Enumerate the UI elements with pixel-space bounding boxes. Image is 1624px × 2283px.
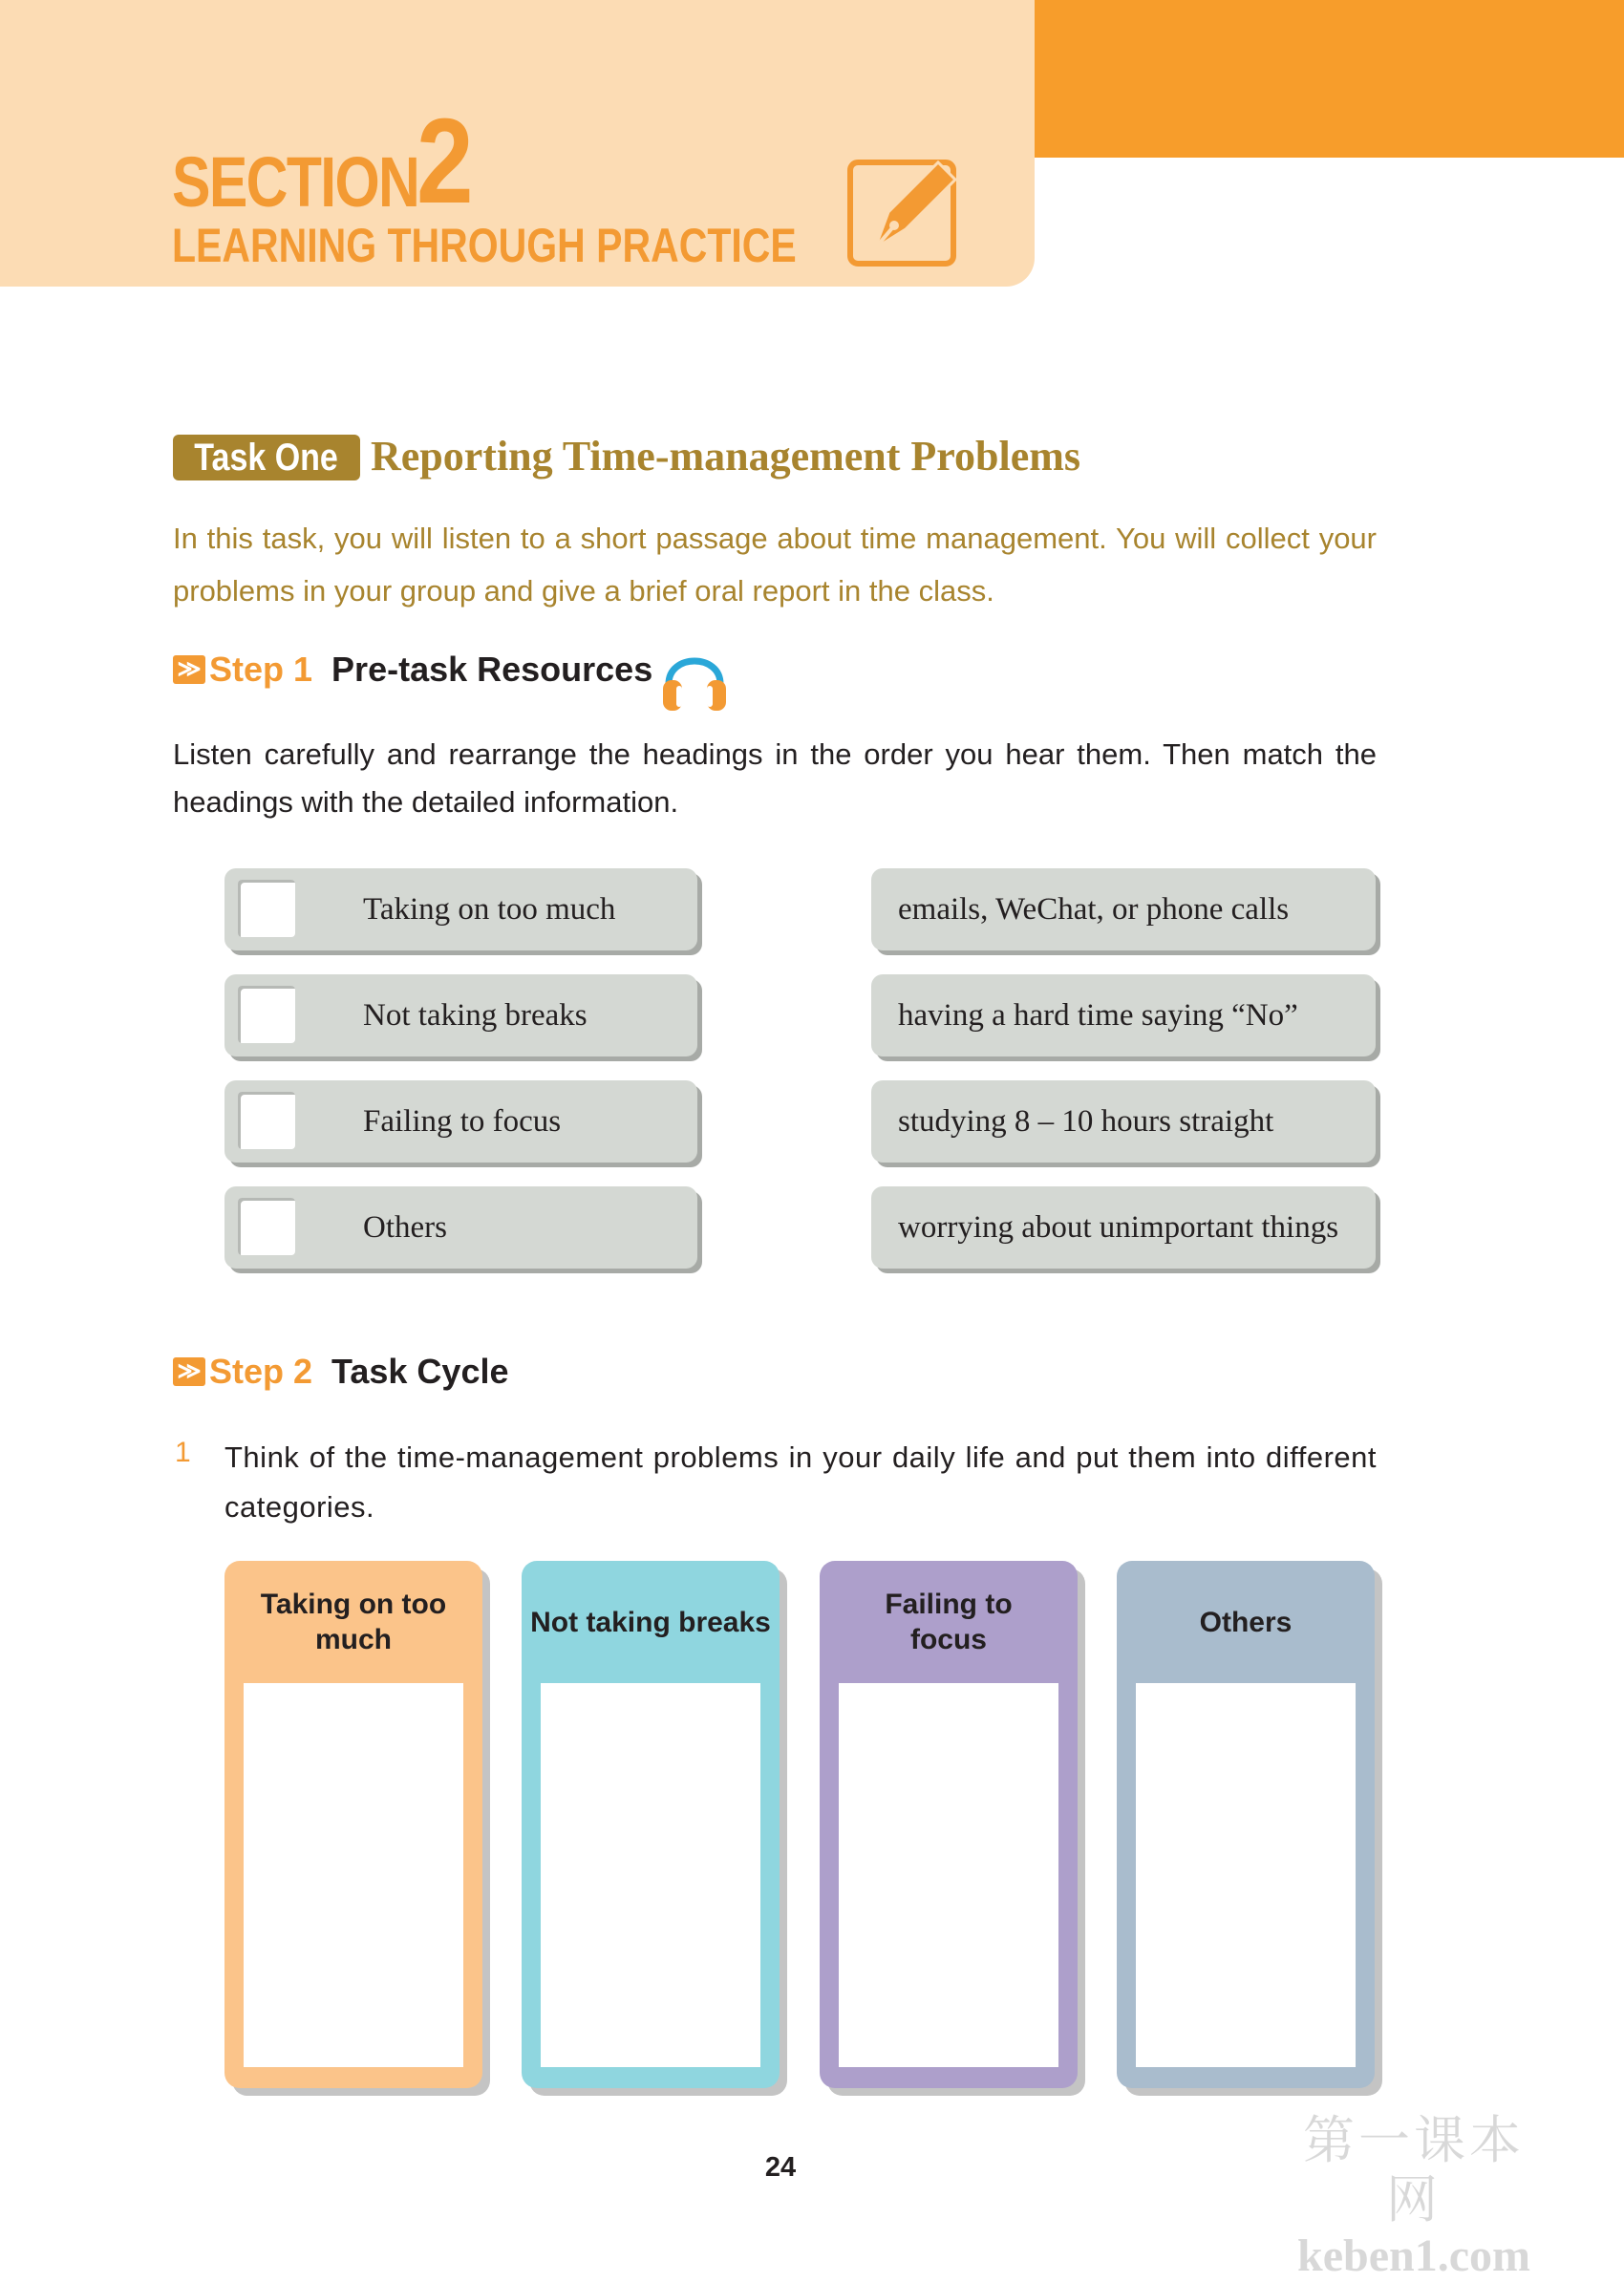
headphones-icon[interactable] [659,642,730,713]
step-name: Pre-task Resources [331,650,653,689]
list-item-number: 1 [175,1437,191,1468]
detail-label: emails, WeChat, or phone calls [898,892,1290,927]
header-accent-block [1035,0,1624,158]
order-checkbox[interactable] [238,1092,295,1149]
heading-label: Taking on too much [363,892,616,927]
category-column [820,1561,1078,2088]
step-2-heading [173,1352,509,1392]
heading-card [224,1080,697,1163]
category-writing-area[interactable] [244,1683,463,2067]
heading-label: Not taking breaks [363,998,588,1033]
section-title: LEARNING THROUGH PRACTICE [172,219,797,272]
heading-card [224,974,697,1056]
step-1-instruction: Listen carefully and rearrange the headings in the order you hear them. Then match the headings with the detailed information. [173,737,1377,819]
double-chevron-icon: ≫ [173,655,205,684]
order-checkbox[interactable] [238,986,295,1043]
heading-card [224,1186,697,1269]
category-writing-area[interactable] [839,1683,1058,2067]
category-title: Others [1199,1606,1293,1638]
category-writing-area[interactable] [1136,1683,1356,2067]
detail-card[interactable] [871,1186,1376,1269]
detail-label: having a hard time saying “No” [898,998,1298,1033]
double-chevron-icon: ≫ [173,1357,205,1386]
detail-card[interactable] [871,1080,1376,1163]
section-number: 2 [417,94,474,228]
category-title: Taking on too much [260,1589,447,1655]
step-name: Task Cycle [331,1352,509,1391]
category-column [522,1561,780,2088]
page-number: 24 [764,2152,797,2183]
pen-icon [846,153,963,267]
heading-label: Failing to focus [363,1104,562,1139]
watermark [1280,2111,1548,2283]
task-intro: In this task, you will listen to a short passage about time management. You will collect your problems in your group and give a brief oral report in the class. [173,522,1377,608]
category-title: Failing to focus [885,1589,1013,1655]
detail-label: studying 8 – 10 hours straight [898,1104,1274,1139]
category-writing-area[interactable] [541,1683,760,2067]
watermark-cn: 第一课本网 [1303,2112,1525,2229]
category-title: Not taking breaks [530,1606,771,1638]
detail-card[interactable] [871,974,1376,1056]
task-title: Reporting Time-management Problems [371,433,1081,480]
section-label: SECTION [172,142,419,222]
order-checkbox[interactable] [238,1198,295,1255]
heading-label: Others [363,1210,447,1245]
step-number: Step 2 [209,1352,313,1391]
detail-card[interactable] [871,868,1376,950]
category-column [1117,1561,1375,2088]
heading-card [224,868,697,950]
order-checkbox[interactable] [238,880,295,937]
task-badge: Task One [173,435,360,480]
step-number: Step 1 [209,650,313,689]
category-column [224,1561,482,2088]
watermark-url: keben1.com [1297,2230,1530,2281]
detail-label: worrying about unimportant things [898,1210,1339,1245]
step-1-heading [173,650,652,690]
list-item-text: Think of the time-management problems in your daily life and put them into different categories. [224,1440,1377,1524]
